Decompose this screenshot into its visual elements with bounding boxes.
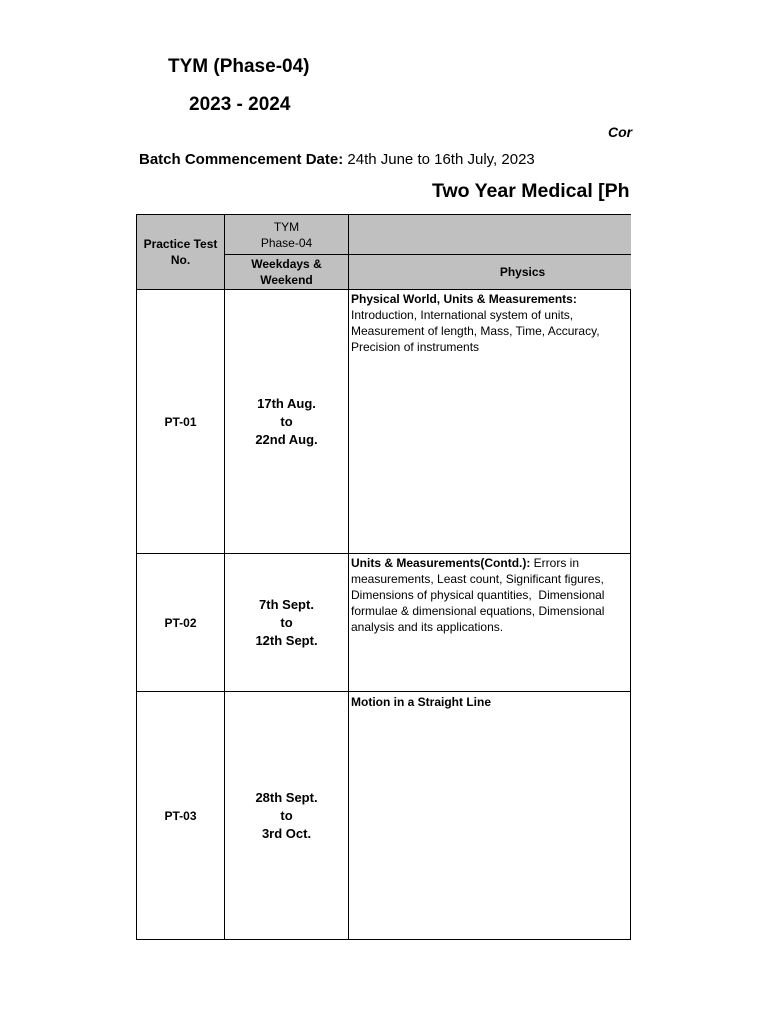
schedule-table-container <box>136 214 631 941</box>
date-start: 17th Aug. <box>257 395 316 411</box>
header-weekdays-line2: Weekend <box>260 273 313 287</box>
batch-commencement <box>139 151 535 168</box>
header-physics: Physics <box>349 255 632 290</box>
topic-details: Errors in measurements, Least count, Significant figures, Dimensions of physical quantities, Dimensional formulae & dimensional equations, Dimensional analysis and its applications. <box>351 556 608 634</box>
table-row <box>137 692 632 940</box>
test-number: PT-02 <box>137 554 225 692</box>
topic-heading: Physical World, Units & Measurements: <box>351 292 577 306</box>
test-dates <box>225 290 349 554</box>
header-weekdays-line1: Weekdays & <box>251 257 322 271</box>
test-number: PT-01 <box>137 290 225 554</box>
physics-topic <box>349 692 632 940</box>
topic-heading: Motion in a Straight Line <box>351 695 491 709</box>
topic-details: Introduction, International system of units, Measurement of length, Mass, Time, Accuracy, Precision of instruments <box>351 308 600 354</box>
test-dates <box>225 692 349 940</box>
header-blank <box>349 215 632 255</box>
program-title: TYM (Phase-04) <box>168 56 310 77</box>
date-to: to <box>280 807 293 823</box>
date-end: 12th Sept. <box>255 632 318 648</box>
header-practice-test-label: Practice Test No. <box>143 237 218 267</box>
batch-label: Batch Commencement Date: <box>139 151 344 168</box>
date-start: 7th Sept. <box>259 596 314 612</box>
test-dates <box>225 554 349 692</box>
header-weekdays <box>225 255 349 290</box>
table-row <box>137 554 632 692</box>
header-tym-line1: TYM <box>273 219 300 234</box>
topic-heading: Units & Measurements(Contd.): <box>351 556 531 570</box>
date-end: 22nd Aug. <box>255 431 318 447</box>
header-tym-phase <box>225 215 349 255</box>
session-years: 2023 - 2024 <box>189 94 291 115</box>
test-number: PT-03 <box>137 692 225 940</box>
table-right-edge <box>630 289 631 940</box>
date-to: to <box>280 614 293 630</box>
physics-topic <box>349 554 632 692</box>
header-tym-line2: Phase-04 <box>260 235 313 250</box>
date-end: 3rd Oct. <box>261 825 312 841</box>
date-start: 28th Sept. <box>255 789 318 805</box>
date-to: to <box>280 413 293 429</box>
header-practice-test <box>137 215 225 290</box>
table-row <box>137 290 632 554</box>
cut-off-text: Cor <box>608 124 633 140</box>
schedule-table <box>136 214 631 940</box>
physics-topic <box>349 290 632 554</box>
batch-value: 24th June to 16th July, 2023 <box>343 151 535 168</box>
course-banner-title: Two Year Medical [Ph <box>432 180 630 202</box>
